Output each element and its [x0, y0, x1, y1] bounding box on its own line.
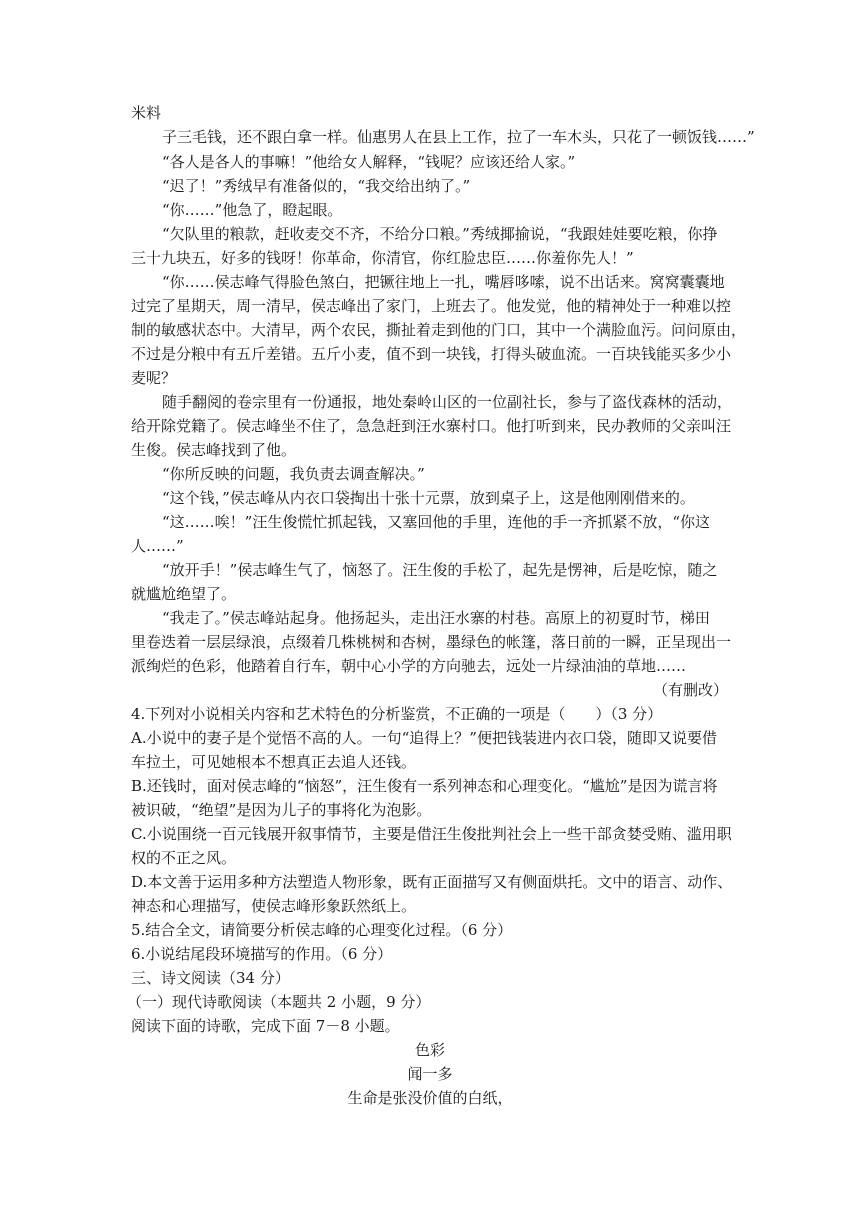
source-note: （有删改） — [652, 681, 728, 699]
story-line: “欠队里的粮款，赶收麦交不齐，不给分口粮。”秀绒揶揄说，“我跟娃娃要吃粮，你挣 — [162, 225, 718, 243]
story-line: “迟了！”秀绒早有准备似的，“我交给出纳了。” — [162, 177, 471, 195]
option-a: A.小说中的妻子是个觉悟不高的人。一句“追得上？”便把钱装进内衣口袋，随即又说要借 — [131, 729, 717, 747]
option-b: B.还钱时，面对侯志峰的“恼怒”，汪生俊有一系列神态和心理变化。“尴尬”是因为谎言将 — [131, 777, 718, 795]
story-line: 随手翻阅的卷宗里有一份通报，地处秦岭山区的一位副社长，参与了盗伐森林的活动， — [162, 393, 733, 411]
story-line: “这个钱，”侯志峰从内衣口袋掏出十张十元票，放到桌子上，这是他刚刚借来的。 — [162, 489, 695, 507]
story-line: 过完了星期天，周一清早，侯志峰出了家门，上班去了。他发觉，他的精神处于一种难以控 — [131, 297, 732, 315]
story-line: 麦呢？ — [131, 369, 177, 387]
option-d-cont: 神态和心理描写，使侯志峰形象跃然纸上。 — [131, 897, 417, 915]
story-line: 制的敏感状态中。大清早，两个农民，撕扯着走到他的门口，其中一个满脸血污。问问原由， — [131, 321, 747, 339]
story-line: 生俊。侯志峰找到了他。 — [131, 441, 297, 459]
story-line: 人……” — [131, 537, 184, 555]
story-line: “你……侯志峰气得脸色煞白，把镢往地上一扎，嘴唇哆嗦，说不出话来。窝窝囊囊地 — [162, 273, 725, 291]
option-d: D.本文善于运用多种方法塑造人物形象，既有正面描写又有侧面烘托。文中的语言、动作、 — [131, 873, 733, 891]
story-line: 就尴尬绝望了。 — [131, 585, 237, 603]
story-line: “放开手！”侯志峰生气了，恼怒了。汪生俊的手松了，起先是愣神，后是吃惊，随之 — [162, 561, 718, 579]
poem-title: 色彩 — [414, 1041, 445, 1059]
question-5: 5.结合全文，请简要分析侯志峰的心理变化过程。（6 分） — [131, 921, 513, 939]
story-line: “你所反映的问题，我负责去调查解决。” — [162, 465, 425, 483]
poem-author: 闻一多 — [407, 1065, 453, 1083]
story-line: “我走了。”侯志峰站起身。他扬起头，走出汪水寨的村巷。高原上的初夏时节，梯田 — [162, 609, 710, 627]
story-line: 给开除党籍了。侯志峰坐不住了，急急赶到汪水寨村口。他打听到来，民办教师的父亲叫汪 — [131, 417, 732, 435]
poem-line: 生命是张没价值的白纸， — [347, 1089, 513, 1107]
story-line: “你……”他急了，瞪起眼。 — [162, 201, 343, 219]
subsection-heading: （一）现代诗歌阅读（本题共 2 小题，9 分） — [127, 993, 431, 1011]
story-line: 子三毛钱，还不跟白拿一样。仙惠男人在县上工作，拉了一车木头，只花了一顿饭钱……” — [162, 128, 755, 146]
option-a-cont: 车拉土，可见她根本不想真正去追人还钱。 — [131, 753, 417, 771]
story-line: 米料 — [131, 104, 162, 122]
story-line: 派绚烂的色彩，他踏着自行车，朝中心小学的方向驰去，远处一片绿油油的草地…… — [131, 657, 687, 675]
story-line: “这……唉！”汪生俊慌忙抓起钱，又塞回他的手里，连他的手一齐抓紧不放，“你这 — [162, 513, 711, 531]
option-c: C.小说围绕一百元钱展开叙事情节，主要是借汪生俊批判社会上一些干部贪婪受贿、滥用职 — [131, 825, 732, 843]
instruction: 阅读下面的诗歌，完成下面 7－8 小题。 — [131, 1017, 400, 1035]
question-4: 4.下列对小说相关内容和艺术特色的分析鉴赏，不正确的一项是（ ）（3 分） — [131, 705, 663, 723]
option-c-cont: 权的不正之风。 — [131, 849, 237, 867]
section-heading: 三、诗文阅读（34 分） — [131, 969, 290, 987]
story-line: 三十九块五，好多的钱呀！你革命，你清官，你红脸忠臣……你羞你先人！” — [131, 249, 634, 267]
story-line: “各人是各人的事嘛！”他给女人解释，“钱呢？应该还给人家。” — [162, 153, 576, 171]
story-line: 里卷迭着一层层绿浪，点缀着几株桃树和杏树，墨绿色的帐篷，落日前的一瞬，正呈现出一 — [131, 633, 732, 651]
question-6: 6.小说结尾段环境描写的作用。（6 分） — [131, 945, 393, 963]
option-b-cont: 被识破，“绝望”是因为儿子的事将化为泡影。 — [131, 801, 432, 819]
story-line: 不过是分粮中有五斤差错。五斤小麦，值不到一块钱，打得头破血流。一百块钱能买多少小 — [131, 345, 732, 363]
